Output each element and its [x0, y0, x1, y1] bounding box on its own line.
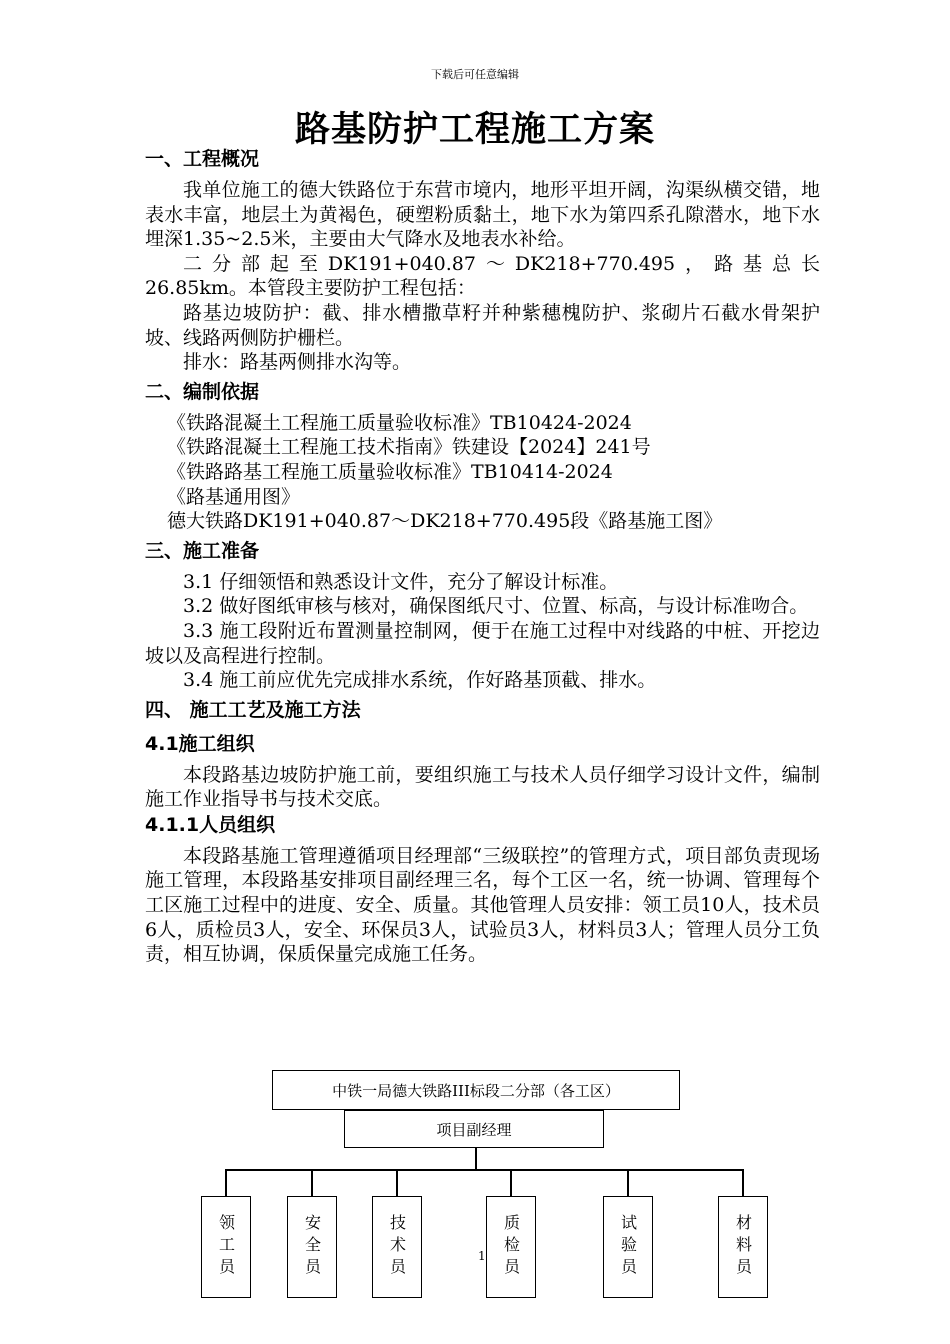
- connector-line: [627, 1169, 629, 1197]
- s1-paragraph-2a: 二分部起至DK191+040.87～DK218+770.495，路基总长: [183, 252, 820, 275]
- org-role-box: 质检员: [486, 1196, 536, 1298]
- org-role-box: 技术员: [372, 1196, 422, 1298]
- org-role-box: 材料员: [718, 1196, 768, 1298]
- connector-line: [396, 1169, 398, 1197]
- prep-item: 3.1 仔细领悟和熟悉设计文件，充分了解设计标准。: [183, 570, 619, 593]
- s1-paragraph-2b: 26.85km。本管段主要防护工程包括：: [145, 277, 476, 300]
- connector-line: [742, 1169, 744, 1197]
- connector-line: [475, 1148, 477, 1170]
- reference-item: 德大铁路DK191+040.87～DK218+770.495段《路基施工图》: [167, 510, 723, 533]
- prep-item: 3.2 做好图纸审核与核对，确保图纸尺寸、位置、标高，与设计标准吻合。: [183, 595, 809, 618]
- subsection-4-1-1-heading: 4.1.1人员组织: [145, 813, 276, 836]
- reference-item: 《铁路混凝土工程施工技术指南》铁建设【2024】241号: [167, 436, 651, 459]
- document-title: 路基防护工程施工方案: [294, 109, 655, 150]
- section-2-heading: 二、编制依据: [145, 380, 260, 403]
- org-role-box: 试验员: [603, 1196, 653, 1298]
- subsection-4-1-heading: 4.1施工组织: [145, 732, 255, 755]
- page-number: 1: [478, 1249, 486, 1263]
- s4-paragraph-2: 本段路基施工管理遵循项目经理部“三级联控”的管理方式，项目部负责现场施工管理，本段路基安排项目副经理三名，每个工区一名，统一协调、管理每个工区施工过程中的进度、安全、质量。其他管理人员安排：领工员10人，技术员6人，质检员3人，安全、环保员3人，试验员3人，材料员3人；管理人员分工负责，相互协调，保质保量完成施工任务。: [145, 844, 820, 966]
- reference-item: 《路基通用图》: [167, 485, 301, 508]
- org-role-box: 安全员: [287, 1196, 337, 1298]
- connector-line: [225, 1169, 743, 1171]
- section-3-heading: 三、施工准备: [145, 539, 260, 562]
- s1-paragraph-3: 路基边坡防护：截、排水槽撒草籽并种紫穗槐防护、浆砌片石截水骨架护坡、线路两侧防护栅栏。: [145, 301, 820, 349]
- s1-paragraph-1: 我单位施工的德大铁路位于东营市境内，地形平坦开阔，沟渠纵横交错，地表水丰富，地层土为黄褐色，硬塑粉质黏土，地下水为第四系孔隙潜水，地下水埋深1.35~2.5米，主要由大气降水及地表水补给。: [145, 179, 820, 251]
- connector-line: [225, 1169, 227, 1197]
- section-4-heading: 四、 施工工艺及施工方法: [145, 698, 361, 721]
- s4-paragraph-1: 本段路基边坡防护施工前，要组织施工与技术人员仔细学习设计文件，编制施工作业指导书与技术交底。: [145, 763, 820, 811]
- reference-item: 《铁路路基工程施工质量验收标准》TB10414-2024: [167, 460, 613, 483]
- s1-paragraph-4: 排水：路基两侧排水沟等。: [183, 351, 412, 374]
- page-header: 下载后可任意编辑: [431, 68, 519, 81]
- prep-item: 3.3 施工段附近布置测量控制网，便于在施工过程中对线路的中桩、开挖边坡以及高程进行控制。: [145, 619, 820, 667]
- prep-item: 3.4 施工前应优先完成排水系统，作好路基顶截、排水。: [183, 669, 657, 692]
- connector-line: [311, 1169, 313, 1197]
- reference-item: 《铁路混凝土工程施工质量验收标准》TB10424-2024: [167, 411, 632, 434]
- org-top-box: 中铁一局德大铁路III标段二分部（各工区）: [272, 1070, 680, 1110]
- section-1-heading: 一、工程概况: [145, 148, 260, 170]
- connector-line: [510, 1169, 512, 1197]
- org-role-box: 领工员: [201, 1196, 251, 1298]
- org-manager-box: 项目副经理: [344, 1110, 604, 1148]
